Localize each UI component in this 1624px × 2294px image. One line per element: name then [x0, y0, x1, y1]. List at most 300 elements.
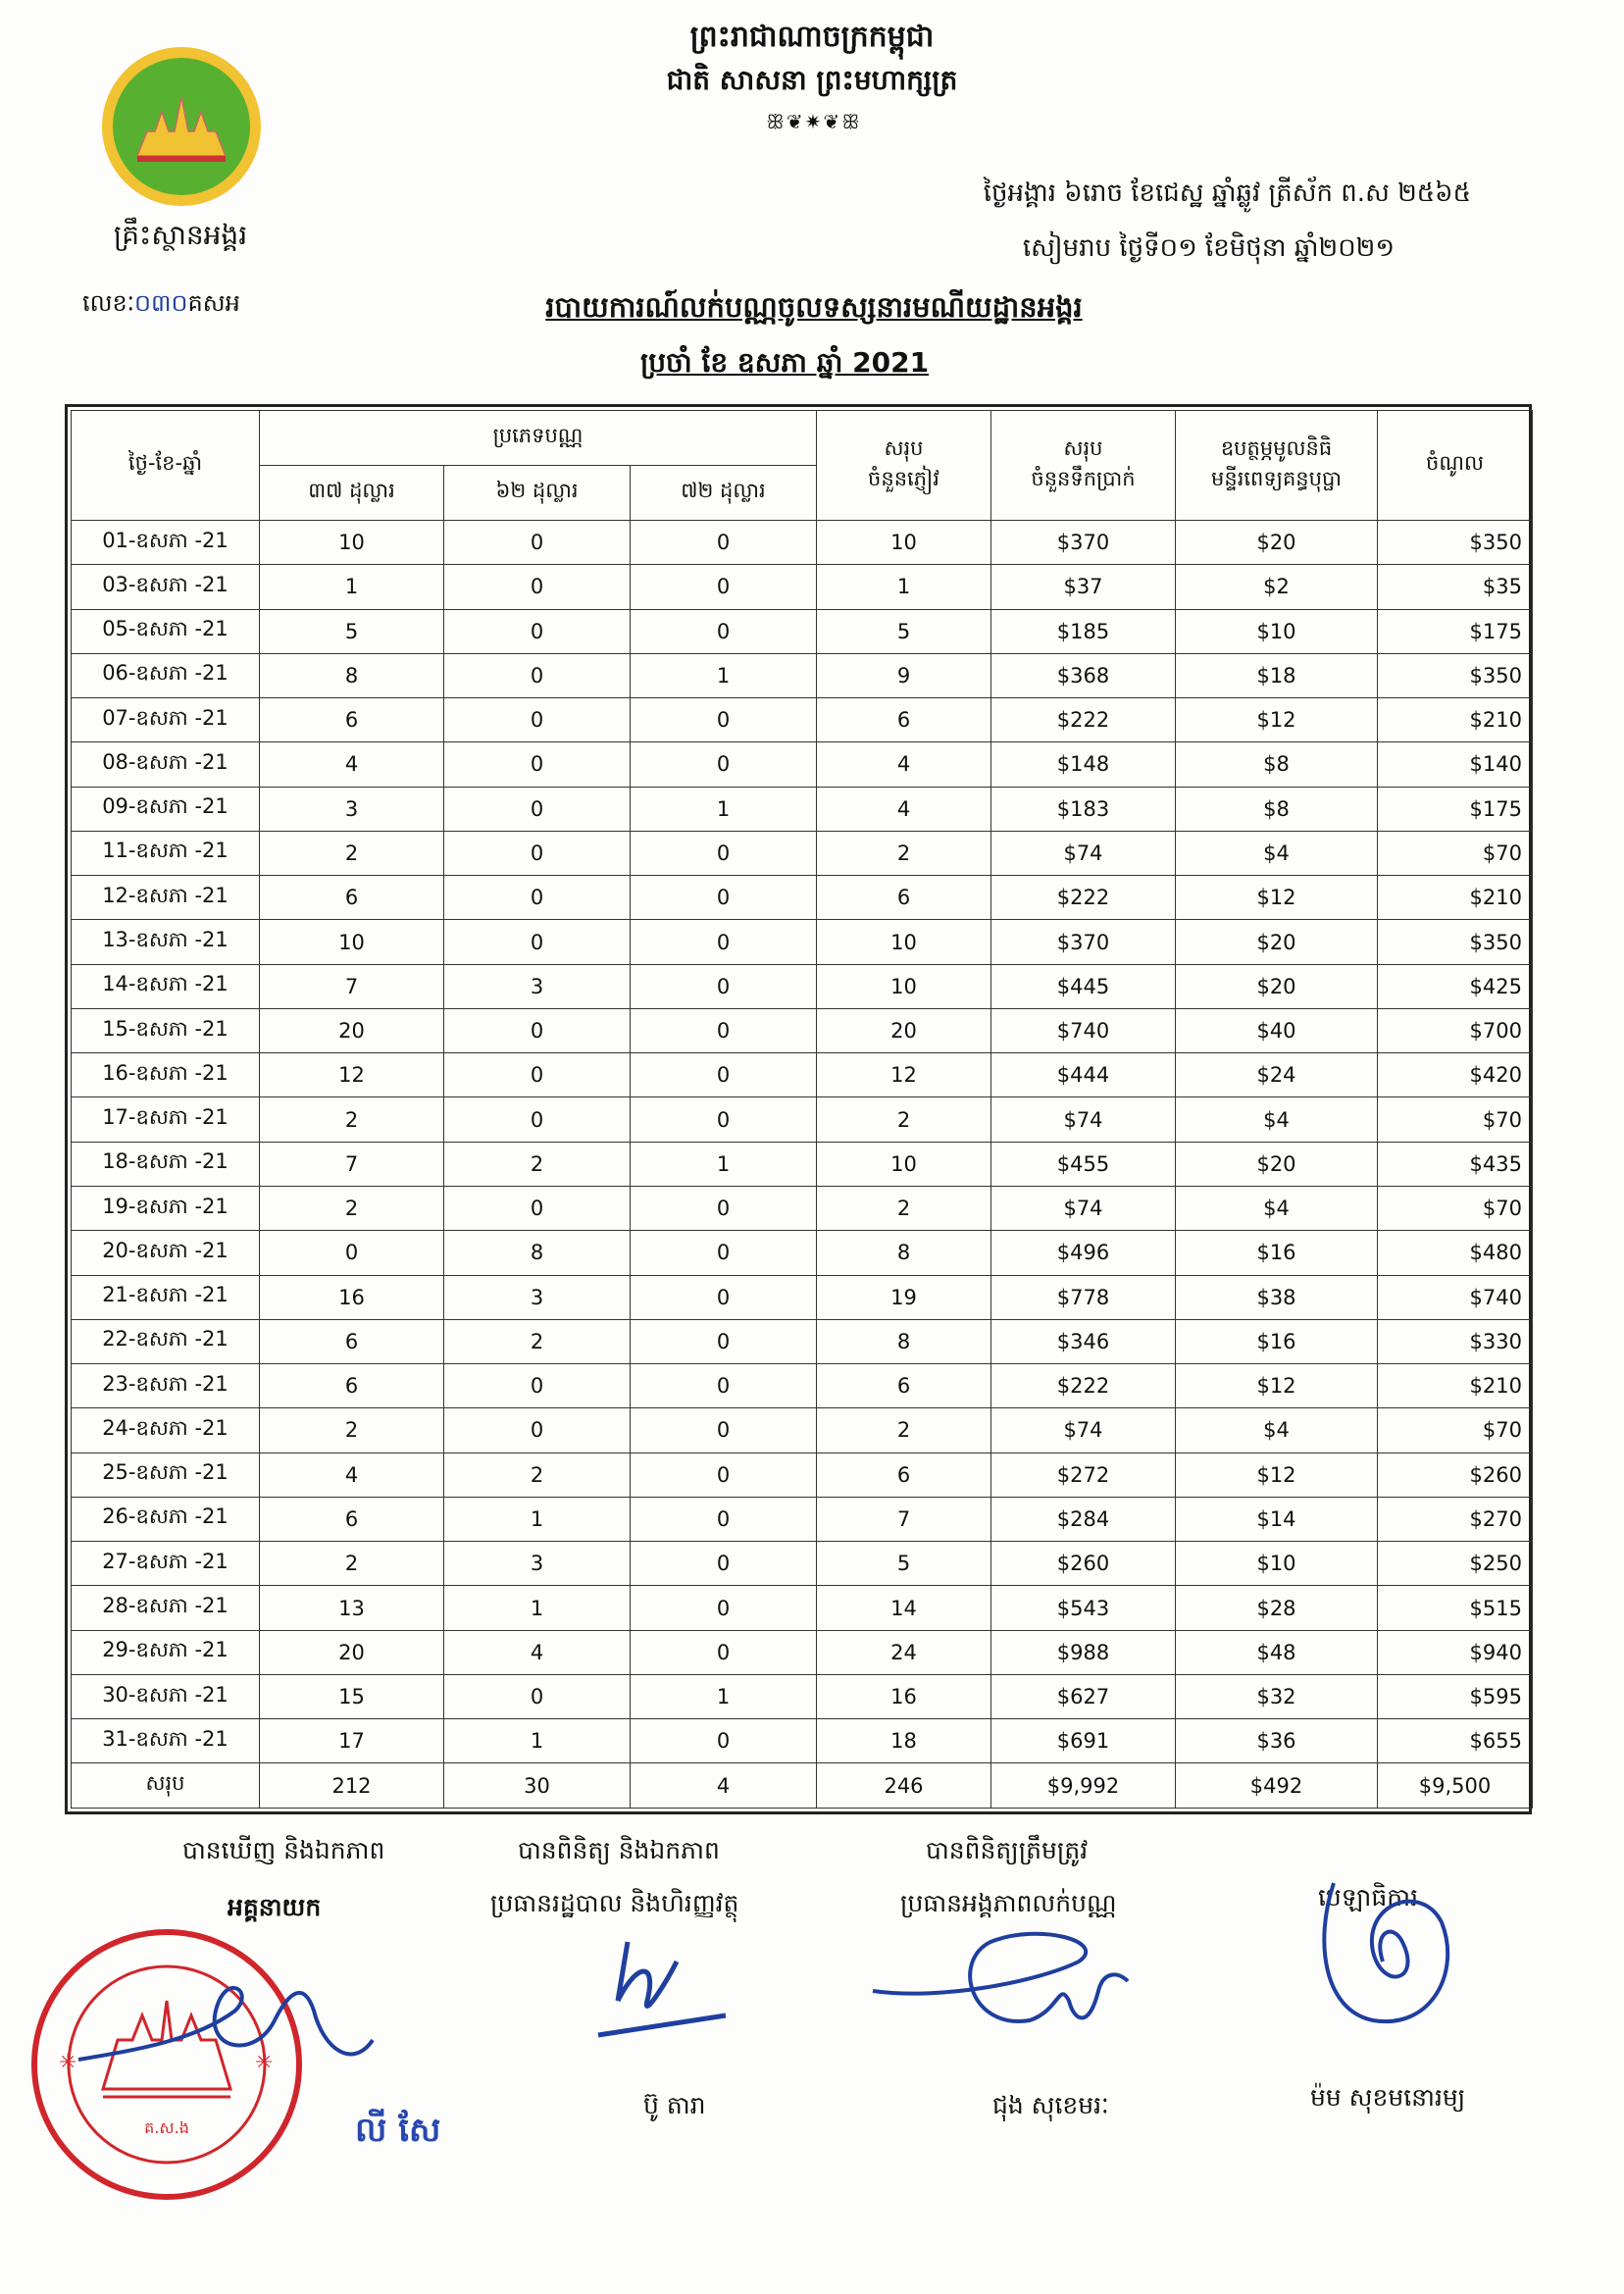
- cell-hospital: $20: [1176, 964, 1378, 1008]
- cell-income: $655: [1378, 1719, 1533, 1763]
- cell-t37: 2: [260, 1408, 444, 1453]
- org-logo: [102, 47, 261, 206]
- cell-hospital: $20: [1176, 521, 1378, 565]
- sales-table-frame: [65, 404, 1532, 1814]
- cell-hospital: $28: [1176, 1586, 1378, 1630]
- cell-t72: 0: [631, 1586, 817, 1630]
- cell-t62: 3: [444, 964, 631, 1008]
- cell-amount: $37: [991, 565, 1176, 609]
- cell-income: $940: [1378, 1630, 1533, 1674]
- cell-income: $435: [1378, 1142, 1533, 1186]
- cell-date: 16-ឧសភា -21: [72, 1053, 260, 1097]
- cell-amount: $272: [991, 1453, 1176, 1497]
- cell-t37: 16: [260, 1275, 444, 1319]
- cell-t37: 2: [260, 1542, 444, 1586]
- cell-amount: $627: [991, 1674, 1176, 1718]
- reference-number: លេខៈ០៣០គសអ: [82, 289, 240, 317]
- cell-t72: 0: [631, 521, 817, 565]
- cell-amount: $222: [991, 876, 1176, 920]
- cell-t72: 0: [631, 1364, 817, 1408]
- cell-t37: 2: [260, 831, 444, 875]
- cell-amount: $778: [991, 1275, 1176, 1319]
- cell-hospital: $4: [1176, 1186, 1378, 1230]
- cell-t72: 0: [631, 964, 817, 1008]
- cell-income: $70: [1378, 1186, 1533, 1230]
- signature-4-icon: [1294, 1863, 1491, 2060]
- table-row: [72, 964, 1533, 1008]
- table-row: [72, 1497, 1533, 1541]
- cell-amount: $74: [991, 1186, 1176, 1230]
- table-row: [72, 698, 1533, 742]
- cell-amount: $284: [991, 1497, 1176, 1541]
- cell-visitors: 2: [817, 1097, 991, 1142]
- cell-amount: $148: [991, 742, 1176, 787]
- cell-t72: 0: [631, 1630, 817, 1674]
- ornament-divider: ꕥ❦✷❦ꕥ: [766, 110, 862, 133]
- cell-income: $260: [1378, 1453, 1533, 1497]
- cell-t72: 0: [631, 1097, 817, 1142]
- signature-3-icon: [863, 1912, 1157, 2060]
- cell-t37: 5: [260, 609, 444, 653]
- cell-t37: 13: [260, 1586, 444, 1630]
- cell-t37: 6: [260, 1364, 444, 1408]
- cell-t62: 0: [444, 1097, 631, 1142]
- total-row: [72, 1763, 1533, 1809]
- total-t62: 30: [444, 1763, 631, 1809]
- cell-amount: $185: [991, 609, 1176, 653]
- cell-visitors: 19: [817, 1275, 991, 1319]
- cell-date: 18-ឧសភា -21: [72, 1142, 260, 1186]
- cell-t37: 6: [260, 698, 444, 742]
- cell-date: 28-ឧសភា -21: [72, 1586, 260, 1630]
- cell-visitors: 16: [817, 1674, 991, 1718]
- cell-t72: 0: [631, 565, 817, 609]
- cell-t37: 7: [260, 964, 444, 1008]
- table-row: [72, 920, 1533, 964]
- col-header-72: ៧២ ដុល្លារ: [631, 466, 817, 521]
- cell-visitors: 7: [817, 1497, 991, 1541]
- cell-income: $140: [1378, 742, 1533, 787]
- cell-t37: 2: [260, 1097, 444, 1142]
- lunar-date: ថ្ងៃអង្គារ ៦រោច ខែជេស្ឋ ឆ្នាំឆ្លូវ ត្រីស័ក ព.ស ២៥៦៥: [983, 178, 1471, 208]
- cell-income: $175: [1378, 609, 1533, 653]
- sig3-title: បានពិនិត្យត្រឹមត្រូវ: [926, 1836, 1089, 1864]
- cell-visitors: 20: [817, 1008, 991, 1052]
- sig4-name: ម៉ម សុខមនោរម្យ: [1310, 2083, 1466, 2112]
- table-row: [72, 831, 1533, 875]
- cell-date: 13-ឧសភា -21: [72, 920, 260, 964]
- cell-amount: $74: [991, 831, 1176, 875]
- cell-visitors: 8: [817, 1231, 991, 1275]
- cell-t72: 0: [631, 831, 817, 875]
- cell-hospital: $4: [1176, 1097, 1378, 1142]
- cell-income: $70: [1378, 1408, 1533, 1453]
- cell-t37: 2: [260, 1186, 444, 1230]
- cell-t37: 6: [260, 1319, 444, 1363]
- cell-amount: $740: [991, 1008, 1176, 1052]
- table-row: [72, 742, 1533, 787]
- cell-amount: $543: [991, 1586, 1176, 1630]
- cell-t72: 0: [631, 920, 817, 964]
- cell-amount: $222: [991, 698, 1176, 742]
- cell-date: 05-ឧសភា -21: [72, 609, 260, 653]
- cell-visitors: 2: [817, 1408, 991, 1453]
- cell-amount: $183: [991, 787, 1176, 831]
- table-row: [72, 521, 1533, 565]
- cell-hospital: $16: [1176, 1319, 1378, 1363]
- cell-t72: 0: [631, 1275, 817, 1319]
- cell-t62: 1: [444, 1719, 631, 1763]
- cell-income: $35: [1378, 565, 1533, 609]
- cell-t62: 0: [444, 521, 631, 565]
- cell-income: $330: [1378, 1319, 1533, 1363]
- cell-t72: 0: [631, 876, 817, 920]
- cell-visitors: 10: [817, 521, 991, 565]
- cell-t62: 2: [444, 1319, 631, 1363]
- cell-amount: $370: [991, 521, 1176, 565]
- cell-visitors: 5: [817, 609, 991, 653]
- cell-t72: 0: [631, 1319, 817, 1363]
- cell-t62: 0: [444, 698, 631, 742]
- table-row: [72, 1231, 1533, 1275]
- cell-t62: 1: [444, 1497, 631, 1541]
- sig2-name: ប៊ូ តារា: [643, 2091, 706, 2119]
- svg-text:✳: ✳: [255, 2051, 274, 2075]
- cell-amount: $691: [991, 1719, 1176, 1763]
- cell-date: 23-ឧសភា -21: [72, 1364, 260, 1408]
- table-row: [72, 876, 1533, 920]
- cell-income: $480: [1378, 1231, 1533, 1275]
- cell-t62: 8: [444, 1231, 631, 1275]
- cell-t72: 0: [631, 1231, 817, 1275]
- cell-amount: $74: [991, 1408, 1176, 1453]
- cell-amount: $370: [991, 920, 1176, 964]
- cell-amount: $455: [991, 1142, 1176, 1186]
- cell-t37: 10: [260, 920, 444, 964]
- col-header-62: ៦២ ដុល្លារ: [444, 466, 631, 521]
- cell-hospital: $20: [1176, 1142, 1378, 1186]
- cell-t37: 6: [260, 876, 444, 920]
- cell-t62: 0: [444, 1408, 631, 1453]
- cell-t72: 1: [631, 787, 817, 831]
- total-income: $9,500: [1378, 1763, 1533, 1809]
- table-row: [72, 1542, 1533, 1586]
- sig1-name: លី សែ: [355, 2111, 441, 2150]
- cell-visitors: 1: [817, 565, 991, 609]
- cell-visitors: 5: [817, 1542, 991, 1586]
- cell-t72: 0: [631, 609, 817, 653]
- cell-t37: 0: [260, 1231, 444, 1275]
- table-row: [72, 1408, 1533, 1453]
- table-row: [72, 653, 1533, 697]
- cell-hospital: $20: [1176, 920, 1378, 964]
- cell-date: 15-ឧសភា -21: [72, 1008, 260, 1052]
- cell-visitors: 2: [817, 1186, 991, 1230]
- cell-hospital: $14: [1176, 1497, 1378, 1541]
- cell-income: $350: [1378, 653, 1533, 697]
- cell-hospital: $16: [1176, 1231, 1378, 1275]
- cell-visitors: 14: [817, 1586, 991, 1630]
- table-row: [72, 1719, 1533, 1763]
- cell-amount: $444: [991, 1053, 1176, 1097]
- cell-visitors: 6: [817, 1453, 991, 1497]
- solar-date: សៀមរាប ថ្ងៃទី០១ ខែមិថុនា ឆ្នាំ២០២១: [1022, 233, 1395, 263]
- cell-date: 19-ឧសភា -21: [72, 1186, 260, 1230]
- cell-t37: 7: [260, 1142, 444, 1186]
- cell-date: 01-ឧសភា -21: [72, 521, 260, 565]
- cell-t72: 0: [631, 1542, 817, 1586]
- cell-visitors: 12: [817, 1053, 991, 1097]
- cell-t37: 12: [260, 1053, 444, 1097]
- cell-hospital: $24: [1176, 1053, 1378, 1097]
- cell-t72: 0: [631, 698, 817, 742]
- cell-date: 17-ឧសភា -21: [72, 1097, 260, 1142]
- cell-amount: $74: [991, 1097, 1176, 1142]
- cell-date: 11-ឧសភា -21: [72, 831, 260, 875]
- cell-income: $70: [1378, 831, 1533, 875]
- cell-t62: 0: [444, 920, 631, 964]
- cell-hospital: $48: [1176, 1630, 1378, 1674]
- cell-date: 06-ឧសភា -21: [72, 653, 260, 697]
- table-row: [72, 1364, 1533, 1408]
- cell-t72: 1: [631, 653, 817, 697]
- table-row: [72, 609, 1533, 653]
- cell-hospital: $32: [1176, 1674, 1378, 1718]
- cell-visitors: 2: [817, 831, 991, 875]
- table-row: [72, 1319, 1533, 1363]
- cell-amount: $260: [991, 1542, 1176, 1586]
- cell-t62: 0: [444, 1008, 631, 1052]
- cell-amount: $368: [991, 653, 1176, 697]
- temple-emblem-icon: [113, 58, 250, 195]
- cell-date: 31-ឧសភា -21: [72, 1719, 260, 1763]
- cell-hospital: $2: [1176, 565, 1378, 609]
- sig2-title: បានពិនិត្យ និងឯកភាព: [518, 1836, 720, 1864]
- cell-t72: 0: [631, 1497, 817, 1541]
- signature-2-icon: [588, 1922, 736, 2050]
- cell-visitors: 6: [817, 698, 991, 742]
- col-header-income: ចំណូល: [1378, 411, 1533, 521]
- cell-income: $420: [1378, 1053, 1533, 1097]
- cell-t37: 4: [260, 1453, 444, 1497]
- cell-hospital: $18: [1176, 653, 1378, 697]
- cell-t37: 3: [260, 787, 444, 831]
- cell-amount: $496: [991, 1231, 1176, 1275]
- cell-t62: 0: [444, 1186, 631, 1230]
- cell-t62: 0: [444, 1364, 631, 1408]
- cell-income: $700: [1378, 1008, 1533, 1052]
- cell-hospital: $4: [1176, 831, 1378, 875]
- table-row: [72, 1142, 1533, 1186]
- cell-hospital: $10: [1176, 1542, 1378, 1586]
- table-row: [72, 1097, 1533, 1142]
- cell-hospital: $8: [1176, 787, 1378, 831]
- cell-t37: 10: [260, 521, 444, 565]
- cell-hospital: $4: [1176, 1408, 1378, 1453]
- cell-income: $210: [1378, 876, 1533, 920]
- cell-income: $210: [1378, 1364, 1533, 1408]
- total-t72: 4: [631, 1763, 817, 1809]
- motto-heading: ជាតិ សាសនា ព្រះមហាក្សត្រ: [666, 64, 958, 96]
- cell-date: 21-ឧសភា -21: [72, 1275, 260, 1319]
- cell-visitors: 24: [817, 1630, 991, 1674]
- cell-hospital: $12: [1176, 1364, 1378, 1408]
- cell-date: 12-ឧសភា -21: [72, 876, 260, 920]
- cell-date: 29-ឧសភា -21: [72, 1630, 260, 1674]
- cell-t72: 1: [631, 1674, 817, 1718]
- cell-income: $425: [1378, 964, 1533, 1008]
- cell-hospital: $38: [1176, 1275, 1378, 1319]
- cell-amount: $222: [991, 1364, 1176, 1408]
- col-header-ticket-type: ប្រភេទបណ្ណ: [260, 411, 817, 466]
- cell-date: 20-ឧសភា -21: [72, 1231, 260, 1275]
- cell-t62: 3: [444, 1542, 631, 1586]
- cell-t62: 1: [444, 1586, 631, 1630]
- cell-date: 27-ឧសភា -21: [72, 1542, 260, 1586]
- sig3-name: ជុង សុខេមរៈ: [992, 2091, 1109, 2119]
- cell-hospital: $12: [1176, 1453, 1378, 1497]
- cell-hospital: $10: [1176, 609, 1378, 653]
- signature-1-icon: [59, 1952, 412, 2099]
- cell-income: $515: [1378, 1586, 1533, 1630]
- col-header-hospital-fund: ឧបត្ថម្ភមូលនិធិ មន្ទីរពេទ្យគន្ធបុប្ផា: [1176, 411, 1378, 521]
- cell-income: $350: [1378, 521, 1533, 565]
- cell-t62: 0: [444, 609, 631, 653]
- cell-t72: 0: [631, 742, 817, 787]
- cell-t62: 0: [444, 831, 631, 875]
- cell-t37: 8: [260, 653, 444, 697]
- cell-date: 14-ឧសភា -21: [72, 964, 260, 1008]
- cell-income: $250: [1378, 1542, 1533, 1586]
- col-header-37: ៣៧ ដុល្លារ: [260, 466, 444, 521]
- cell-t62: 0: [444, 876, 631, 920]
- total-t37: 212: [260, 1763, 444, 1809]
- report-title: របាយការណ៍លក់បណ្ណចូលទស្សនារមណីយដ្ឋានអង្គរ: [545, 290, 1083, 324]
- cell-t37: 20: [260, 1008, 444, 1052]
- table-row: [72, 1053, 1533, 1097]
- cell-t62: 0: [444, 565, 631, 609]
- cell-t62: 0: [444, 1053, 631, 1097]
- cell-hospital: $8: [1176, 742, 1378, 787]
- sig3-role: ប្រធានអង្គភាពលក់បណ្ណ: [900, 1889, 1117, 1917]
- org-name: គ្រឹះស្ថានអង្គរ: [113, 219, 248, 251]
- cell-date: 24-ឧសភា -21: [72, 1408, 260, 1453]
- cell-visitors: 6: [817, 1364, 991, 1408]
- cell-t62: 2: [444, 1142, 631, 1186]
- svg-text:គ.ស.ង: គ.ស.ង: [144, 2118, 189, 2137]
- cell-amount: $988: [991, 1630, 1176, 1674]
- table-row: [72, 1186, 1533, 1230]
- cell-t72: 0: [631, 1053, 817, 1097]
- cell-visitors: 10: [817, 964, 991, 1008]
- cell-visitors: 4: [817, 742, 991, 787]
- cell-visitors: 18: [817, 1719, 991, 1763]
- table-row: [72, 1674, 1533, 1718]
- cell-income: $270: [1378, 1497, 1533, 1541]
- cell-t72: 0: [631, 1186, 817, 1230]
- col-header-visitors: សរុប ចំនួនភ្ញៀវ: [817, 411, 991, 521]
- cell-hospital: $40: [1176, 1008, 1378, 1052]
- cell-t72: 0: [631, 1719, 817, 1763]
- cell-visitors: 6: [817, 876, 991, 920]
- cell-t62: 0: [444, 742, 631, 787]
- total-date: សរុប: [72, 1763, 260, 1809]
- total-visitors: 246: [817, 1763, 991, 1809]
- cell-t37: 20: [260, 1630, 444, 1674]
- cell-visitors: 9: [817, 653, 991, 697]
- cell-t37: 6: [260, 1497, 444, 1541]
- cell-income: $210: [1378, 698, 1533, 742]
- table-row: [72, 565, 1533, 609]
- cell-t62: 0: [444, 1674, 631, 1718]
- table-row: [72, 1008, 1533, 1052]
- cell-hospital: $12: [1176, 698, 1378, 742]
- cell-amount: $445: [991, 964, 1176, 1008]
- cell-income: $740: [1378, 1275, 1533, 1319]
- sig2-role: ប្រធានរដ្ឋបាល និងហិរញ្ញវត្ថុ: [490, 1889, 739, 1917]
- cell-hospital: $12: [1176, 876, 1378, 920]
- cell-date: 26-ឧសភា -21: [72, 1497, 260, 1541]
- cell-t37: 1: [260, 565, 444, 609]
- sig1-role: អគ្គនាយក: [228, 1893, 322, 1921]
- cell-t72: 0: [631, 1408, 817, 1453]
- cell-t72: 0: [631, 1008, 817, 1052]
- cell-t62: 0: [444, 653, 631, 697]
- cell-income: $175: [1378, 787, 1533, 831]
- table-row: [72, 1275, 1533, 1319]
- cell-amount: $346: [991, 1319, 1176, 1363]
- sig1-title: បានឃើញ និងឯកភាព: [182, 1836, 385, 1864]
- total-amount: $9,992: [991, 1763, 1176, 1809]
- cell-visitors: 4: [817, 787, 991, 831]
- cell-date: 25-ឧសភា -21: [72, 1453, 260, 1497]
- cell-t62: 3: [444, 1275, 631, 1319]
- kingdom-heading: ព្រះរាជាណាចក្រកម្ពុជា: [689, 20, 935, 54]
- cell-t72: 0: [631, 1453, 817, 1497]
- table-row: [72, 1586, 1533, 1630]
- cell-t37: 17: [260, 1719, 444, 1763]
- cell-income: $70: [1378, 1097, 1533, 1142]
- report-period: ប្រចាំ ខែ ឧសភា ឆ្នាំ 2021: [639, 346, 930, 379]
- cell-date: 08-ឧសភា -21: [72, 742, 260, 787]
- table-row: [72, 1630, 1533, 1674]
- cell-date: 03-ឧសភា -21: [72, 565, 260, 609]
- col-header-amount: សរុប ចំនួនទឹកប្រាក់: [991, 411, 1176, 521]
- cell-visitors: 10: [817, 920, 991, 964]
- cell-income: $350: [1378, 920, 1533, 964]
- cell-t72: 1: [631, 1142, 817, 1186]
- svg-text:✳: ✳: [59, 2051, 77, 2075]
- cell-income: $595: [1378, 1674, 1533, 1718]
- sig4-role: បេឡាធិការ: [1318, 1883, 1418, 1912]
- cell-t62: 2: [444, 1453, 631, 1497]
- cell-date: 07-ឧសភា -21: [72, 698, 260, 742]
- sales-table: [71, 410, 1533, 1809]
- cell-t62: 0: [444, 787, 631, 831]
- cell-date: 30-ឧសភា -21: [72, 1674, 260, 1718]
- cell-visitors: 8: [817, 1319, 991, 1363]
- cell-t37: 4: [260, 742, 444, 787]
- table-row: [72, 787, 1533, 831]
- col-header-date: ថ្ងៃ-ខែ-ឆ្នាំ: [72, 411, 260, 521]
- cell-hospital: $36: [1176, 1719, 1378, 1763]
- cell-date: 09-ឧសភា -21: [72, 787, 260, 831]
- cell-visitors: 10: [817, 1142, 991, 1186]
- cell-t62: 4: [444, 1630, 631, 1674]
- total-hospital: $492: [1176, 1763, 1378, 1809]
- table-row: [72, 1453, 1533, 1497]
- cell-t37: 15: [260, 1674, 444, 1718]
